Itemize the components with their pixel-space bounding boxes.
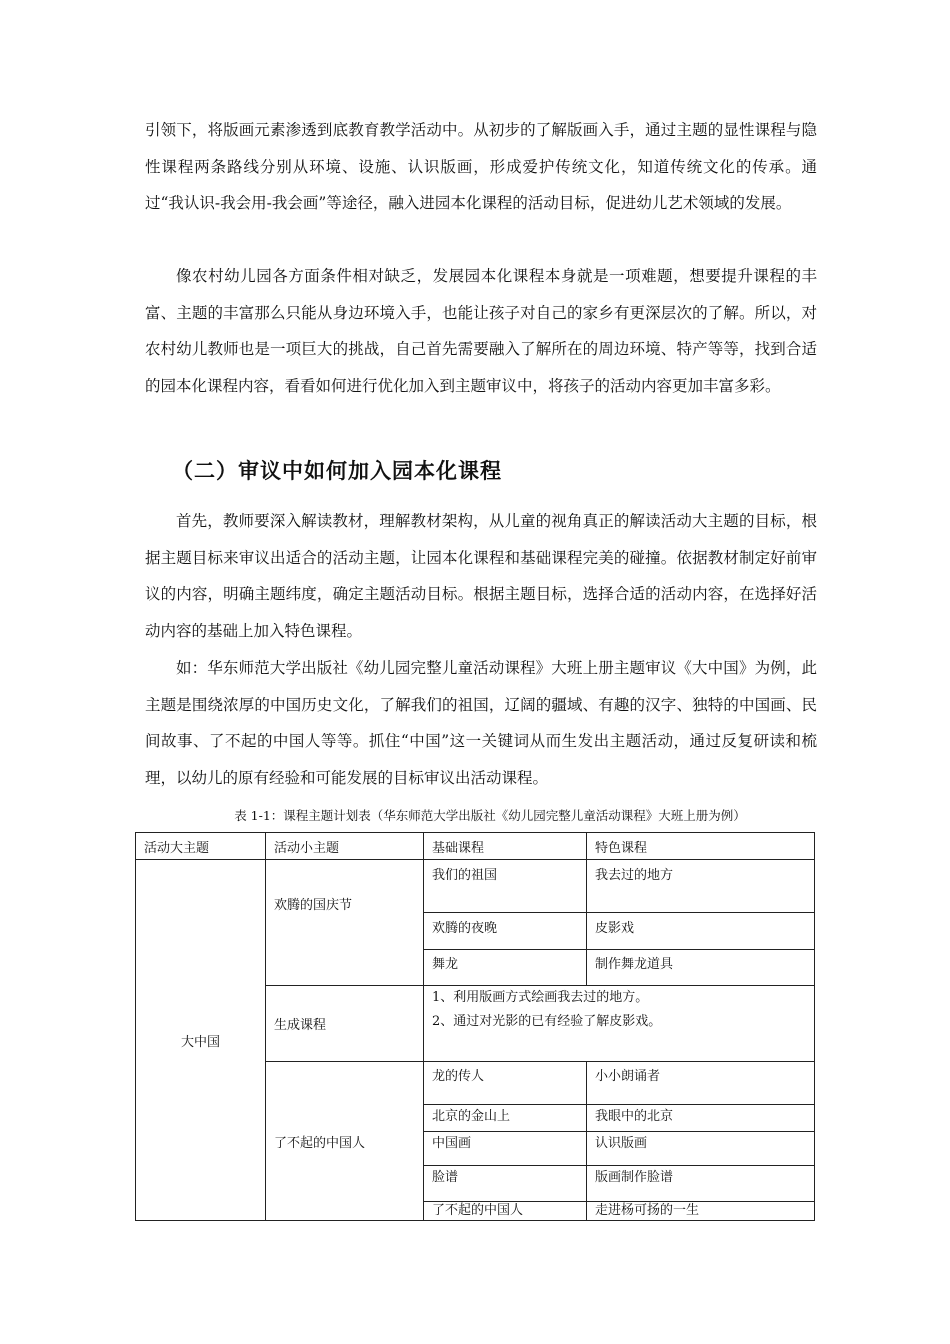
body-paragraph: 像农村幼儿园各方面条件相对缺乏，发展园本化课程本身就是一项难题，想要提升课程的丰富、主题的丰富那么只能从身边环境入手，也能让孩子对自己的家乡有更深层次的了解。所以，对农村幼儿教师也是一项巨大的挑战，自己首先需要融入了解所在的周边环境、特产等等，找到合适的园本化课程内容，看看如何进行优化加入到主题审议中，将孩子的活动内容更加丰富多彩。 — [145, 267, 817, 395]
basic-course-cell: 北京的金山上 — [424, 1105, 587, 1132]
feature-course-cell: 我眼中的北京 — [587, 1105, 815, 1132]
feature-course-cell: 走进杨可扬的一生 — [587, 1202, 815, 1221]
generated-course-cell — [424, 986, 815, 1062]
header-cell: 基础课程 — [424, 833, 587, 860]
sub-theme-cell: 生成课程 — [266, 986, 424, 1062]
feature-course-cell: 我去过的地方 — [587, 860, 815, 913]
generated-course-line: 1、利用版画方式绘画我去过的地方。 — [432, 990, 649, 1005]
body-paragraph: 引领下，将版画元素渗透到底教育教学活动中。从初步的了解版画入手，通过主题的显性课程与隐性课程两条路线分别从环境、设施、认识版画，形成爱护传统文化，知道传统文化的传承。通过“我认识-我会用-我会画”等途径，融入进园本化课程的活动目标，促进幼儿艺术领域的发展。 — [145, 121, 817, 212]
feature-course-cell: 认识版画 — [587, 1132, 815, 1166]
header-cell: 特色课程 — [587, 833, 815, 860]
feature-course-cell: 版画制作脸谱 — [587, 1166, 815, 1202]
section-heading: （二）审议中如何加入园本化课程 — [172, 459, 502, 483]
body-paragraph: 如：华东师范大学出版社《幼儿园完整儿童活动课程》大班上册主题审议《大中国》为例，此主题是围绕浓厚的中国历史文化，了解我们的祖国，辽阔的疆域、有趣的汉字、独特的中国画、民间故事、了不起的中国人等等。抓住“中国”这一关键词从而生发出主题活动，通过反复研读和梳理，以幼儿的原有经验和可能发展的目标审议出活动课程。 — [145, 659, 817, 787]
table-header-row — [136, 833, 815, 860]
course-plan-table — [135, 832, 815, 1221]
basic-course-cell: 龙的传人 — [424, 1062, 587, 1105]
table-caption: 表 1-1：课程主题计划表（华东师范大学出版社《幼儿园完整儿童活动课程》大班上册为例） — [234, 808, 746, 823]
sub-theme-cell: 欢腾的国庆节 — [266, 860, 424, 986]
feature-course-cell: 制作舞龙道具 — [587, 950, 815, 986]
basic-course-cell: 我们的祖国 — [424, 860, 587, 913]
basic-course-cell: 了不起的中国人 — [424, 1202, 587, 1221]
sub-theme-cell: 了不起的中国人 — [266, 1062, 424, 1221]
header-cell: 活动小主题 — [266, 833, 424, 860]
basic-course-cell: 欢腾的夜晚 — [424, 913, 587, 950]
feature-course-cell: 小小朗诵者 — [587, 1062, 815, 1105]
basic-course-cell: 脸谱 — [424, 1166, 587, 1202]
feature-course-cell: 皮影戏 — [587, 913, 815, 950]
main-theme-cell: 大中国 — [136, 860, 266, 1221]
generated-course-line: 2、通过对光影的已有经验了解皮影戏。 — [432, 1014, 662, 1029]
basic-course-cell: 舞龙 — [424, 950, 587, 986]
body-paragraph: 首先，教师要深入解读教材，理解教材架构，从儿童的视角真正的解读活动大主题的目标，根据主题目标来审议出适合的活动主题，让园本化课程和基础课程完美的碰撞。依据教材制定好前审议的内容，明确主题纬度，确定主题活动目标。根据主题目标，选择合适的活动内容，在选择好活动内容的基础上加入特色课程。 — [145, 512, 817, 640]
table-row — [136, 860, 815, 913]
header-cell: 活动大主题 — [136, 833, 266, 860]
basic-course-cell: 中国画 — [424, 1132, 587, 1166]
